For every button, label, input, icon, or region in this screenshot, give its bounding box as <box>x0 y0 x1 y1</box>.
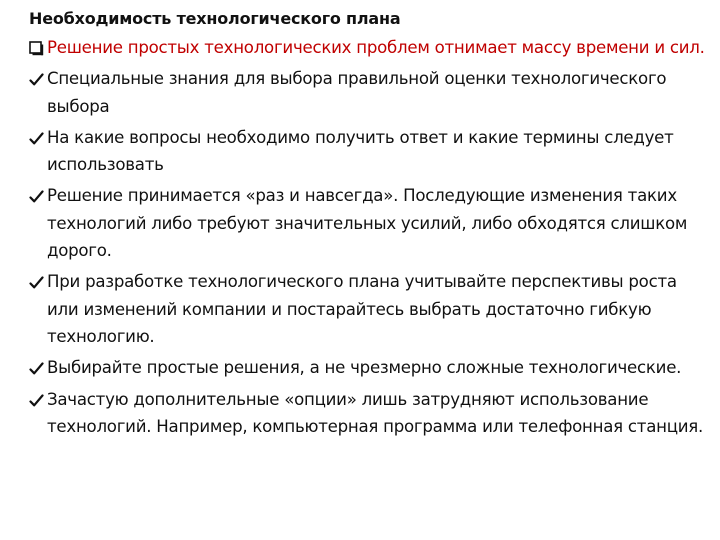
bullet-item <box>29 268 707 350</box>
bullet-item <box>29 124 707 179</box>
checkmark-icon <box>29 189 44 204</box>
bullet-item <box>29 65 707 120</box>
bullet-item <box>29 386 707 441</box>
checkmark-icon <box>29 275 44 290</box>
bullet-text: Выбирайте простые решения, а не чрезмерно сложные технологические. <box>47 358 682 378</box>
bullet-item <box>29 354 707 381</box>
checkmark-icon <box>29 72 44 87</box>
checkmark-icon <box>29 361 44 376</box>
bullet-text: Решение простых технологических проблем отнимает массу времени и сил. <box>47 38 705 57</box>
square-bullet-icon <box>29 41 44 56</box>
bullet-list <box>29 34 707 444</box>
bullet-text: Зачастую дополнительные «опции» лишь затрудняют использование технологий. Например, компьютерная программа или телефонная станция. <box>47 389 704 436</box>
checkmark-icon <box>29 131 44 146</box>
bullet-item <box>29 34 707 61</box>
bullet-text: Специальные знания для выбора правильной оценки технологического выбора <box>47 69 667 116</box>
bullet-text: На какие вопросы необходимо получить ответ и какие термины следует использовать <box>47 127 674 175</box>
bullet-text: Решение принимается «раз и навсегда». Последующие изменения таких технологий либо требуют значительных усилий, либо обходятся слишком дорого. <box>47 186 688 261</box>
bullet-text: При разработке технологического плана учитывайте перспективы роста или изменений компании и постарайтесь выбрать достаточно гибкую технологию. <box>47 272 677 346</box>
bullet-item <box>29 182 707 264</box>
checkmark-icon <box>29 393 44 408</box>
slide-title: Необходимость технологического плана <box>29 9 401 28</box>
